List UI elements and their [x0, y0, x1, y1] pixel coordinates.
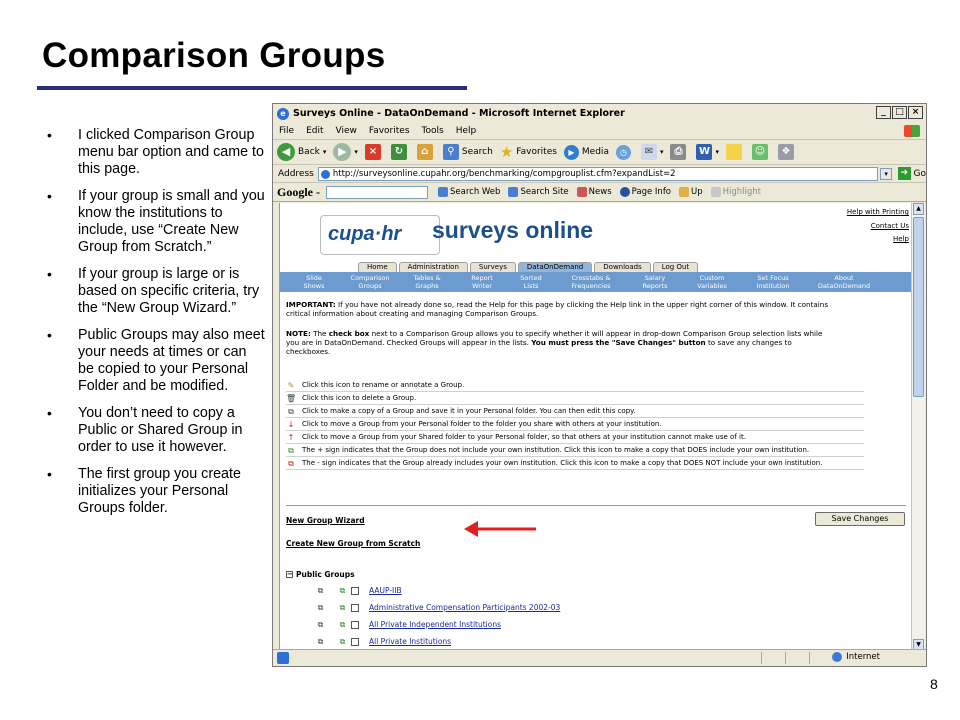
bullet-item: • The first group you create initializes your Personal Groups folder. [44, 466, 266, 517]
collapse-icon[interactable]: − [287, 570, 293, 578]
nav-label: Reports [642, 282, 668, 290]
help-link[interactable]: Help [893, 235, 909, 243]
public-groups-title: Public Groups [296, 570, 355, 579]
minimize-button[interactable]: _ [876, 106, 891, 119]
bullet-list [44, 127, 266, 527]
security-zone [832, 652, 880, 662]
refresh-icon: ↻ [391, 144, 407, 160]
nav-label: Groups [358, 282, 382, 290]
print-icon: ⎙ [670, 144, 686, 160]
scroll-thumb[interactable] [913, 217, 924, 397]
status-divider [809, 652, 810, 664]
nav-label: About [834, 274, 854, 282]
tab-downloads[interactable]: Downloads [594, 262, 650, 272]
legend-row [286, 457, 864, 470]
legend-text: Click to move a Group from your Shared folder to your Personal folder, so that others at your institution cannot make use of it. [302, 432, 746, 441]
up-label: Up [691, 187, 703, 197]
back-arrow-icon: ◀ [277, 143, 295, 161]
legend-row [286, 431, 864, 444]
nav-slide-shows[interactable] [286, 272, 342, 292]
important-label: IMPORTANT: [286, 300, 336, 309]
tab-home[interactable]: Home [358, 262, 397, 272]
nav-label: DataOnDemand [817, 282, 871, 290]
arrow-down-icon: ↓ [287, 419, 295, 429]
group-link[interactable]: All Private Institutions [369, 637, 452, 646]
browser-toolbar [273, 140, 926, 165]
media-label: Media [581, 147, 609, 157]
menu-file[interactable]: File [279, 126, 295, 136]
legend-row [286, 405, 864, 418]
edit-word-button[interactable]: W ▾ [696, 144, 719, 160]
discuss-button[interactable] [778, 144, 797, 160]
menu-bar [273, 123, 926, 140]
sub-navigation [280, 272, 911, 292]
title-underline [37, 86, 467, 90]
bullet-item: • You don’t need to copy a Public or Shared Group in order to use it however. [44, 405, 266, 456]
news-label: News [588, 187, 612, 197]
search-icon: ⚲ [443, 144, 459, 160]
highlight-label: Highlight [722, 187, 762, 197]
nav-set-focus[interactable] [742, 272, 804, 292]
nav-label: Frequencies [571, 282, 611, 290]
note-notice [286, 329, 832, 356]
google-up[interactable] [679, 187, 703, 197]
new-group-wizard-link[interactable]: New Group Wizard [286, 516, 365, 525]
copy-icon[interactable]: ⧉ [317, 586, 324, 595]
status-bar [273, 649, 926, 666]
nav-label: Crosstabs & [571, 274, 611, 282]
bullet-item: • If your group is large or is based on specific criteria, try the “New Group Wizard.” [44, 266, 266, 317]
legend-row [286, 418, 864, 431]
globe-icon [832, 652, 842, 662]
menu-view[interactable]: View [335, 126, 357, 136]
notes-button[interactable] [726, 144, 745, 160]
note-text: to save any changes to checkboxes. [286, 338, 792, 356]
folder-up-icon [679, 187, 689, 197]
copy-icon: ⧉ [288, 406, 294, 416]
search-label: Search [461, 147, 493, 157]
zone-label: Internet [846, 652, 880, 662]
page-content [279, 203, 911, 651]
nav-comparison-groups[interactable] [342, 272, 398, 292]
legend-row [286, 379, 864, 392]
legend-text: The + sign indicates that the Group does not include your own institution. Click this icon to make a copy that DOES include your own institution. [302, 445, 810, 454]
info-icon [620, 187, 630, 197]
group-link[interactable]: Administrative Compensation Participants 2002-03 [369, 603, 561, 612]
copy-icon[interactable]: ⧉ [317, 637, 324, 646]
nav-label: Lists [523, 282, 539, 290]
copy-plus-icon: ⧉ [288, 445, 294, 455]
copy-minus-icon: ⧉ [288, 458, 294, 468]
nav-label: Salary [644, 274, 666, 282]
stop-button[interactable] [365, 144, 384, 160]
nav-label: Report [471, 274, 493, 282]
history-button[interactable] [616, 145, 634, 160]
window-title: Surveys Online - DataOnDemand - Microsoft Internet Explorer [293, 108, 625, 119]
nav-label: Graphs [415, 282, 439, 290]
scroll-up-icon[interactable]: ▲ [913, 203, 924, 215]
group-checkbox[interactable] [351, 621, 359, 629]
legend-row [286, 444, 864, 457]
note-must: You must press the "Save Changes" button [531, 338, 706, 347]
google-search-input[interactable] [326, 186, 428, 199]
forward-button[interactable]: ▶ ▾ [333, 143, 358, 161]
tab-dataondemand[interactable]: DataOnDemand [518, 262, 592, 272]
favorites-label: Favorites [516, 147, 557, 157]
group-link[interactable]: All Private Independent Institutions [369, 620, 502, 629]
legend-text: Click to move a Group from your Personal folder to the folder you share with others at your institution. [302, 419, 662, 428]
stop-icon: × [365, 144, 381, 160]
save-changes-button[interactable]: Save Changes [815, 512, 905, 526]
favorites-button[interactable] [500, 143, 557, 161]
search-button[interactable] [443, 144, 493, 160]
note-icon [726, 144, 742, 160]
logo-text: cupa·hr [328, 223, 402, 245]
address-dropdown-icon[interactable]: ▾ [880, 168, 892, 180]
mail-icon: ✉ [641, 144, 657, 160]
legend-text: The - sign indicates that the Group already includes your own institution. Click this icon to make a copy that DOES NOT include your own institution. [302, 458, 823, 467]
go-arrow-icon[interactable]: ➜ [898, 167, 911, 180]
back-label: Back [298, 147, 320, 157]
nav-label: Comparison [350, 274, 390, 282]
public-group-row [316, 620, 501, 629]
search-web-label: Search Web [450, 187, 501, 197]
group-checkbox[interactable] [351, 604, 359, 612]
section-divider [286, 505, 906, 506]
nav-tables-graphs[interactable] [398, 272, 456, 292]
history-icon: ◷ [616, 145, 631, 160]
bullet-item: • Public Groups may also meet your needs at times or can be copied to your Personal Folder and be modified. [44, 327, 266, 395]
nav-label: Sorted [520, 274, 542, 282]
note-text: next to a Comparison Group allows you to specify whether it will appear in drop-down Comparison Group selection lists while you are in DataOnDemand. Checked Groups will appear in the lists. [286, 329, 823, 347]
group-checkbox[interactable] [351, 587, 359, 595]
refresh-button[interactable] [391, 144, 410, 160]
close-button[interactable]: × [908, 106, 923, 119]
windows-logo-icon [904, 125, 920, 137]
copy-icon[interactable]: ⧉ [317, 620, 324, 629]
page-status-icon [277, 652, 289, 664]
address-bar [273, 165, 926, 183]
menu-help[interactable]: Help [455, 126, 477, 136]
browser-window [272, 103, 927, 667]
icon-legend [286, 379, 864, 470]
page-info-label: Page Info [631, 187, 672, 197]
nav-report-writer[interactable] [456, 272, 508, 292]
contact-us-link[interactable]: Contact Us [870, 221, 909, 230]
group-checkbox[interactable] [351, 638, 359, 646]
ie-icon: e [277, 108, 289, 120]
messenger-button[interactable] [752, 144, 771, 160]
copy-icon[interactable]: ⧉ [317, 603, 324, 612]
status-divider [761, 652, 762, 664]
messenger-icon: ☺ [752, 144, 768, 160]
copy-plus-icon[interactable]: ⧉ [339, 620, 346, 629]
google-search-site[interactable] [508, 187, 568, 197]
menu-tools[interactable]: Tools [421, 126, 444, 136]
important-text: If you have not already done so, read the Help for this page by clicking the Help link in the upper right corner of this window. It contains critical information about creating and managing Comparison Groups. [286, 300, 829, 318]
public-groups-header[interactable] [286, 570, 355, 579]
create-from-scratch-link[interactable]: Create New Group from Scratch [286, 539, 421, 548]
nav-label: Slide [306, 274, 322, 282]
window-controls [876, 106, 923, 119]
mail-button[interactable]: ✉ ▾ [641, 144, 664, 160]
star-icon: ★ [499, 143, 514, 161]
address-input[interactable]: http://surveysonline.cupahr.org/benchmarking/compgrouplist.cfm?expandList=2 [318, 167, 878, 181]
scroll-down-icon[interactable]: ▼ [913, 639, 924, 651]
public-group-row [316, 603, 560, 612]
google-search-web[interactable] [438, 187, 500, 197]
bullet-item: • I clicked Comparison Group menu bar option and came to this page. [44, 127, 266, 178]
copy-plus-icon[interactable]: ⧉ [339, 637, 346, 646]
menu-edit[interactable]: Edit [306, 126, 324, 136]
pencil-icon: ✎ [287, 380, 295, 390]
home-icon: ⌂ [417, 144, 433, 160]
forward-arrow-icon: ▶ [333, 143, 351, 161]
google-logo[interactable]: Google - [277, 184, 320, 199]
legend-row [286, 392, 864, 405]
search-site-icon [508, 187, 518, 197]
important-notice [286, 300, 832, 318]
group-link[interactable]: AAUP-IIB [369, 586, 402, 595]
search-web-icon [438, 187, 448, 197]
help-printing-link[interactable]: Help with Printing [846, 208, 909, 216]
print-button[interactable] [670, 144, 689, 160]
news-icon [577, 187, 587, 197]
address-label: Address [278, 168, 314, 179]
tab-logout[interactable]: Log Out [653, 262, 698, 272]
tab-surveys[interactable]: Surveys [470, 262, 516, 272]
google-page-info[interactable] [620, 187, 671, 197]
nav-sorted-lists[interactable] [508, 272, 554, 292]
bullet-item: • If your group is small and you know the institutions to include, use “Create New Group from Scratch.” [44, 188, 266, 256]
maximize-button[interactable]: □ [892, 106, 907, 119]
copy-plus-icon[interactable]: ⧉ [339, 586, 346, 595]
note-label: NOTE: [286, 329, 311, 338]
nav-label: Variables [697, 282, 727, 290]
public-group-row [316, 637, 451, 646]
vertical-scrollbar[interactable] [911, 203, 925, 651]
slide-title: Comparison Groups [42, 36, 386, 75]
nav-label: Institution [756, 282, 790, 290]
nav-label: Custom [699, 274, 725, 282]
nav-label: Shows [303, 282, 325, 290]
top-links [847, 206, 909, 247]
legend-text: Click this icon to delete a Group. [302, 393, 417, 402]
copy-plus-icon[interactable]: ⧉ [339, 603, 346, 612]
media-icon: ▶ [564, 145, 579, 160]
window-titlebar [273, 104, 926, 123]
go-label[interactable]: Go [913, 168, 926, 179]
arrow-up-icon: ↑ [287, 432, 295, 442]
nav-salary-reports[interactable] [628, 272, 682, 292]
trash-icon: 🗑 [286, 393, 297, 403]
site-slogan: surveys online [432, 217, 594, 243]
highlight-icon [711, 187, 721, 197]
media-button[interactable] [564, 145, 609, 160]
nav-label: Tables & [413, 274, 441, 282]
google-toolbar [273, 183, 926, 202]
legend-text: Click to make a copy of a Group and save it in your Personal folder. You can then edit this copy. [302, 406, 636, 415]
legend-text: Click this icon to rename or annotate a Group. [302, 380, 465, 389]
tab-administration[interactable]: Administration [399, 262, 468, 272]
back-button[interactable]: ◀ Back ▾ [277, 143, 326, 161]
public-group-row [316, 586, 402, 595]
word-icon: W [696, 144, 712, 160]
note-checkbox-term: check box [328, 329, 370, 338]
home-button[interactable] [417, 144, 436, 160]
search-site-label: Search Site [520, 187, 569, 197]
status-divider [785, 652, 786, 664]
main-tabs [358, 262, 698, 272]
nav-crosstabs[interactable] [554, 272, 628, 292]
nav-custom-variables[interactable] [682, 272, 742, 292]
nav-about[interactable] [804, 272, 884, 292]
discuss-icon: ❖ [778, 144, 794, 160]
red-pointer-arrow-icon [462, 517, 542, 541]
nav-label: Set Focus [757, 274, 789, 282]
page-number: 8 [930, 676, 938, 692]
google-news[interactable] [577, 187, 612, 197]
note-text: The [313, 329, 327, 338]
google-highlight[interactable] [711, 187, 761, 197]
nav-label: Writer [472, 282, 492, 290]
menu-favorites[interactable]: Favorites [368, 126, 410, 136]
